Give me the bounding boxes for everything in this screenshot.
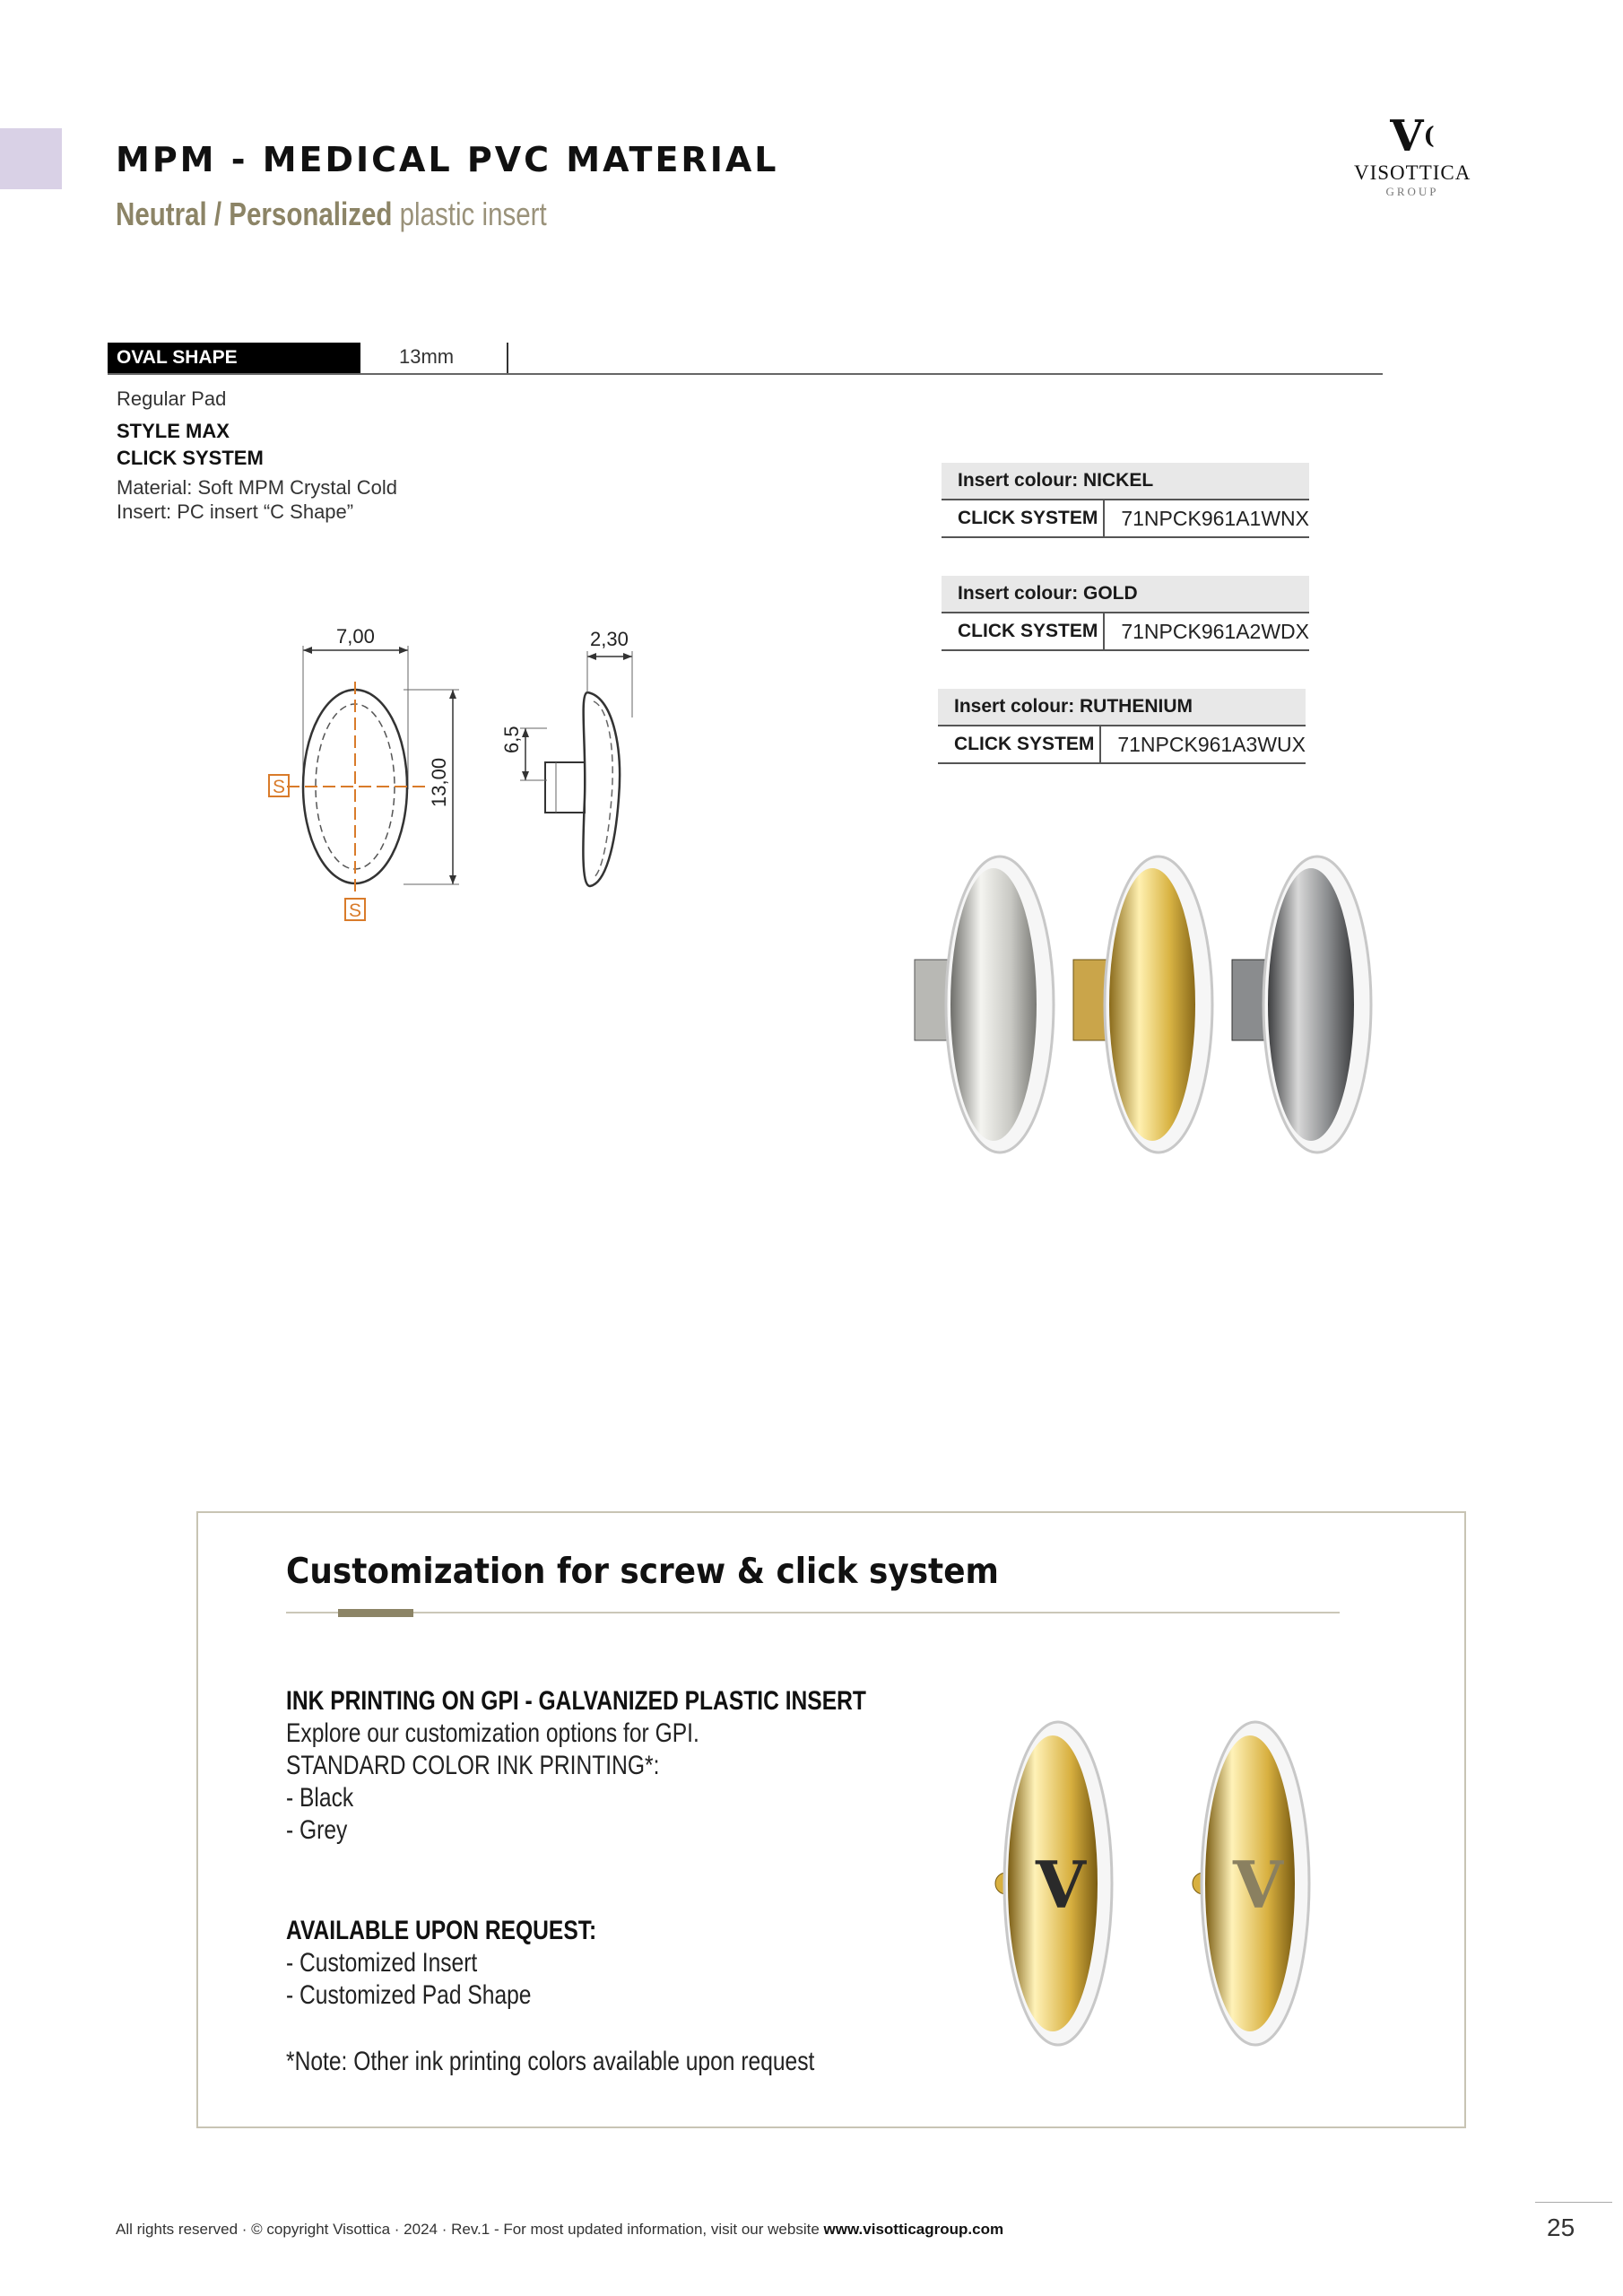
customization-divider bbox=[286, 1612, 1340, 1613]
standard-color-text: STANDARD COLOR INK PRINTING*: bbox=[286, 1751, 660, 1780]
shape-divider bbox=[507, 343, 508, 375]
marker-left: S bbox=[273, 777, 286, 797]
logo-name: VISOTTICA bbox=[1354, 161, 1471, 184]
spec-insert: Insert: PC insert “C Shape” bbox=[117, 500, 354, 523]
insert-system: CLICK SYSTEM bbox=[942, 500, 1105, 536]
insert-table-ruthenium bbox=[938, 689, 1306, 764]
height-label: 13,00 bbox=[428, 757, 450, 807]
customization-underline-accent bbox=[338, 1609, 413, 1617]
footer-text: All rights reserved · © copyright Visottica · 2024 · Rev.1 - For most updated information, visit our website bbox=[116, 2221, 820, 2238]
color-grey: - Grey bbox=[286, 1815, 348, 1845]
insert-code: 71NPCK961A3WUX bbox=[1117, 733, 1306, 756]
v-logo-grey-icon: V bbox=[1233, 1847, 1283, 1923]
spec-material: Material: Soft MPM Crystal Cold bbox=[117, 476, 397, 499]
accent-tab bbox=[0, 128, 62, 189]
subtitle-bold: Neutral / Personalized bbox=[116, 196, 393, 232]
pad-ruthenium bbox=[1232, 857, 1371, 1152]
click-stem bbox=[545, 762, 585, 813]
page-number: 25 bbox=[1547, 2213, 1575, 2241]
spec-style: STYLE MAX bbox=[117, 420, 230, 442]
insert-colour-label: Insert colour: NICKEL bbox=[942, 463, 1309, 500]
insert-code: 71NPCK961A1WNX bbox=[1121, 507, 1309, 530]
insert-row bbox=[938, 726, 1306, 764]
insert-row bbox=[942, 613, 1309, 651]
customized-insert: - Customized Insert bbox=[286, 1948, 478, 1978]
footer-website-link[interactable]: www.visotticagroup.com bbox=[823, 2221, 1004, 2238]
insert-row bbox=[942, 500, 1309, 538]
explore-text: Explore our customization options for GPI. bbox=[286, 1718, 699, 1748]
pad-black-print bbox=[995, 1722, 1112, 2045]
logo-group: GROUP bbox=[1385, 185, 1439, 198]
color-black: - Black bbox=[286, 1783, 354, 1813]
footer bbox=[116, 2221, 1003, 2239]
visottica-logo bbox=[1354, 111, 1471, 199]
pad-grey-print bbox=[1193, 1722, 1309, 2045]
insert-system: CLICK SYSTEM bbox=[942, 613, 1105, 649]
page-number-line bbox=[1535, 2202, 1612, 2203]
spec-system: CLICK SYSTEM bbox=[117, 447, 264, 469]
page-subtitle bbox=[116, 196, 547, 233]
spec-pad-type: Regular Pad bbox=[117, 387, 227, 410]
pad-gold bbox=[1073, 857, 1212, 1152]
subtitle-light: plastic insert bbox=[399, 196, 547, 232]
insert-table-nickel bbox=[942, 463, 1309, 538]
marker-bottom: S bbox=[349, 900, 362, 921]
pad-nickel bbox=[915, 857, 1054, 1152]
customization-title: Customization for screw & click system bbox=[286, 1552, 999, 1592]
pad-side-outline bbox=[583, 692, 620, 886]
shape-label: OVAL SHAPE bbox=[108, 343, 360, 373]
customized-pad-images bbox=[986, 1718, 1336, 2058]
customized-pad-shape: - Customized Pad Shape bbox=[286, 1980, 532, 2010]
v-logo-black-icon: V bbox=[1036, 1847, 1086, 1923]
page-title: MPM - MEDICAL PVC MATERIAL bbox=[116, 140, 779, 179]
insert-system: CLICK SYSTEM bbox=[938, 726, 1101, 762]
width-label: 7,00 bbox=[336, 625, 375, 648]
logo-mark-icon: V( bbox=[1390, 111, 1435, 161]
ink-printing-heading: INK PRINTING ON GPI - GALVANIZED PLASTIC INSERT bbox=[286, 1686, 866, 1716]
insert-colour-label: Insert colour: GOLD bbox=[942, 576, 1309, 613]
insert-table-gold bbox=[942, 576, 1309, 651]
shape-underline bbox=[108, 373, 1383, 375]
insert-code: 71NPCK961A2WDX bbox=[1121, 620, 1309, 643]
stem-label: 6,5 bbox=[500, 726, 523, 753]
shape-size: 13mm bbox=[399, 345, 455, 368]
insert-colour-label: Insert colour: RUTHENIUM bbox=[938, 689, 1306, 726]
ink-note: *Note: Other ink printing colors available upon request bbox=[286, 2047, 815, 2076]
pad-product-images bbox=[897, 848, 1399, 1170]
depth-label: 2,30 bbox=[590, 628, 629, 650]
available-heading: AVAILABLE UPON REQUEST: bbox=[286, 1916, 597, 1945]
technical-drawing bbox=[260, 619, 681, 933]
